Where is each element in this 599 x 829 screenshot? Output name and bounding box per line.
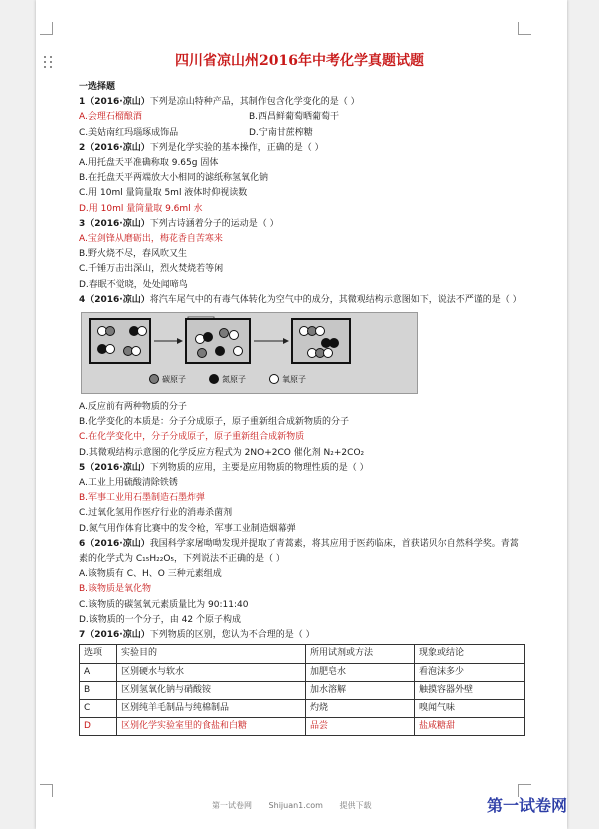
q4-option-a: A.反应前有两种物质的分子 [79,402,187,413]
question-1-options-row2 [79,126,527,141]
crop-mark-top-right [518,22,531,35]
q5-option-c: C.过氧化氢用作医疗行业的消毒杀菌剂 [79,508,233,519]
table-header-cell: 选项 [80,645,117,663]
footer-site: 第一试卷网 [212,801,252,810]
reaction-diagram [81,312,418,394]
document-body [79,80,527,736]
watermark-logo: 第一试卷网 [487,796,568,815]
q6-option-c: C.该物质的碳氢氧元素质量比为 90:11:40 [79,599,249,610]
molecular-reaction-svg [82,313,417,393]
legend-oxygen-marker [270,375,279,384]
table-cell: 嗅闻气味 [415,699,525,717]
table-row [80,699,525,717]
crop-mark-bottom-left [40,784,53,797]
table-row-answer [80,718,525,736]
q4-option-d: D.其微观结构示意图的化学反应方程式为 2NO+2CO 催化剂 N₂+2CO₂ [79,447,365,458]
table-cell: 品尝 [306,718,415,736]
q3-option-a: A.宝剑锋从磨砺出，梅花香自苦寒来 [79,234,223,245]
question-5-stem: 5（2016·凉山）下列物质的应用，主要是应用物质的物理性质的是（ ） [79,462,369,473]
question-7-stem: 7（2016·凉山）下列物质的区别，您认为不合理的是（ ） [79,630,315,641]
q5-option-a: A.工业上用硫酸清除铁锈 [79,478,178,489]
table-cell: A [80,663,117,681]
table-header-cell: 实验目的 [117,645,306,663]
table-cell: 区别化学实验室里的食盐和白糖 [117,718,306,736]
question-1-stem: 1（2016·凉山）下列是凉山特种产品，其制作包含化学变化的是（ ） [79,97,360,108]
page-footer [212,800,385,811]
question-1-options-row1 [79,110,527,125]
q2-option-a: A.用托盘天平准确称取 9.65g 固体 [79,158,219,169]
q1-option-c: C.美姑南红玛瑙琢成饰品 [79,127,179,138]
legend-nitrogen: 氮原子 [222,375,246,385]
q6-option-b: B.该物质是氧化物 [79,584,152,595]
legend-carbon-marker [150,375,159,384]
q1-option-d: D.宁南甘蔗榨糖 [249,127,313,138]
q3-option-b: B.野火烧不尽，春风吹又生 [79,249,188,260]
legend-oxygen: 氧原子 [282,375,306,385]
table-cell: 盐咸糖甜 [415,718,525,736]
table-cell: 灼烧 [306,699,415,717]
table-cell: 加肥皂水 [306,663,415,681]
comparison-table [79,644,525,736]
q6-option-a: A.该物质有 C、H、O 三种元素组成 [79,569,222,580]
q3-option-c: C.千锤万击出深山，烈火焚烧若等闲 [79,264,224,275]
table-row [80,681,525,699]
legend-nitrogen-marker [209,374,219,384]
crop-mark-top-left [40,22,53,35]
question-2-stem: 2（2016·凉山）下列是化学实验的基本操作，正确的是（ ） [79,142,324,153]
table-header-cell: 所用试剂或方法 [306,645,415,663]
q6-option-d: D.该物质的一个分子，由 42 个原子构成 [79,614,241,625]
table-header-cell: 现象或结论 [415,645,525,663]
q2-option-d: D.用 10ml 量筒量取 9.6ml 水 [79,203,203,214]
question-4-stem: 4（2016·凉山）将汽车尾气中的有毒气体转化为空气中的成分，其微观结构示意图如下，说法不严谨的是（ ） [79,294,522,305]
table-cell: B [80,681,117,699]
table-row [80,663,525,681]
footer-provider: 提供下载 [339,801,372,810]
table-header-row [80,645,525,663]
table-cell: 看泡沫多少 [415,663,525,681]
table-cell: C [80,699,117,717]
q5-option-b: B.军事工业用石墨制造石墨炸弹 [79,493,206,504]
table-cell: 触摸容器外壁 [415,681,525,699]
q4-option-c: C.在化学变化中，分子分成原子，原子重新组合成新物质 [79,432,305,443]
q3-option-d: D.春眠不觉晓，处处闻啼鸟 [79,279,188,290]
question-6-stem: 6（2016·凉山）我国科学家屠呦呦发现并提取了青蒿素，将其应用于医药临床，首获诺贝尔自然科学奖。青蒿素的化学式为 C₁₅H₂₂O₅，下列说法不正确的是（ ） [79,538,519,565]
table-cell: 区别硬水与软水 [117,663,306,681]
question-3-stem: 3（2016·凉山）下列古诗涵着分子的运动是（ ） [79,218,279,229]
q1-option-b: B.西昌鲜葡萄晒葡萄干 [249,112,340,123]
q4-option-b: B.化学变化的本质是：分子分成原子，原子重新组合成新物质的分子 [79,417,350,428]
legend-carbon: 碳原子 [162,375,186,385]
document-title: 四川省凉山州2016年中考化学真题试题 [175,53,424,69]
section-heading: 一选择题 [79,82,116,92]
table-cell: D [80,718,117,736]
q1-option-a: A.会理石榴酿酒 [79,112,142,123]
table-cell: 区别氢氧化钠与硝酸铵 [117,681,306,699]
reactant-box [90,319,150,363]
q2-option-b: B.在托盘天平两端放大小相同的滤纸称氢氧化钠 [79,173,269,184]
table-cell: 区别纯羊毛制品与纯棉制品 [117,699,306,717]
q5-option-d: D.氮气用作体育比赛中的发令枪，军事工业制造烟幕弹 [79,523,296,534]
footer-domain: Shijuan1.com [268,801,323,810]
table-cell: 加水溶解 [306,681,415,699]
q2-option-c: C.用 10ml 量筒量取 5ml 液体时仰视读数 [79,188,248,199]
